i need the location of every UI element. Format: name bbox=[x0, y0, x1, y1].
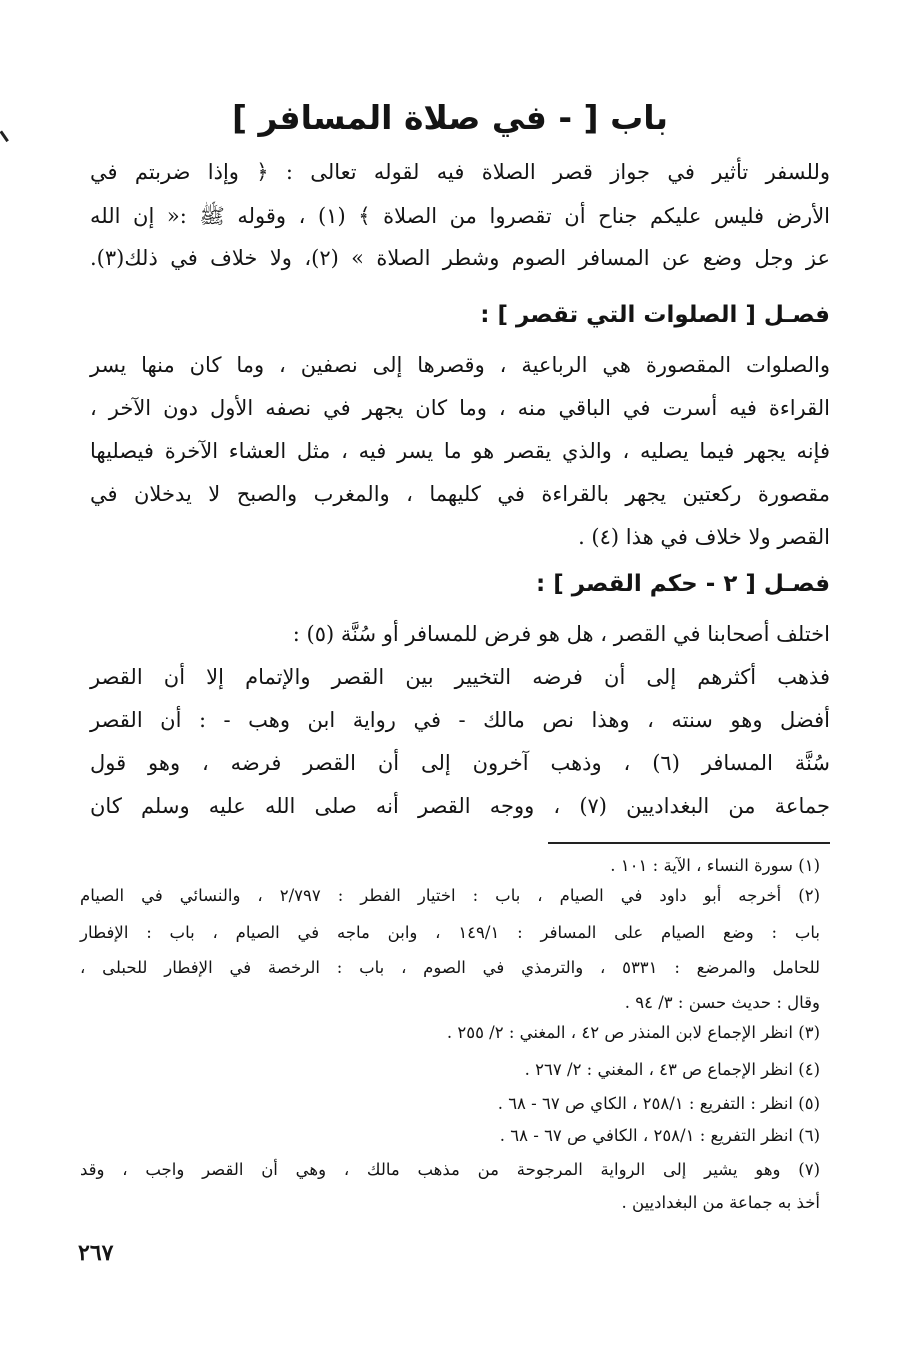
paragraph-line: اختلف أصحابنا في القصر ، هل هو فرض للمسافر أو سُنَّة (٥) : bbox=[292, 622, 830, 646]
footnote: (١) سورة النساء ، الآية : ١٠١ . bbox=[610, 856, 820, 875]
paragraph-line: والصلوات المقصورة هي الرباعية ، وقصرها إلى نصفين ، وما كان منها يسر bbox=[90, 353, 830, 377]
footnote: (٦) انظر التفريع : ٢٥٨/١ ، الكافي ص ٦٧ - ٦٨ . bbox=[499, 1126, 820, 1145]
paragraph-line: فإنه يجهر فيما يصليه ، والذي يقصر هو ما يسر فيه ، مثل العشاء الآخرة فيصليها bbox=[90, 439, 830, 463]
paragraph-line: مقصورة ركعتين يجهر بالقراءة في كليهما ، والمغرب والصبح لا يدخلان في bbox=[90, 482, 830, 506]
intro-line: الأرض فليس عليكم جناح أن تقصروا من الصلاة ﴾ (١) ، وقوله ﷺ :« إن الله bbox=[90, 204, 831, 228]
intro-line: وللسفر تأثير في جواز قصر الصلاة فيه لقوله تعالى : ﴿ وإذا ضربتم في bbox=[90, 160, 830, 184]
paragraph-line: القصر ولا خلاف في هذا (٤) . bbox=[578, 525, 830, 549]
section-heading: فصـل [ ٢ - حكم القصر ] : bbox=[535, 571, 830, 597]
paragraph-line: جماعة من البغداديين (٧) ، ووجه القصر أنه صلى الله عليه وسلم كان bbox=[90, 794, 830, 818]
footnote: (٢) أخرجه أبو داود في الصيام ، باب : اختيار الفطر : ٢/٧٩٧ ، والنسائي في الصيام bbox=[80, 886, 820, 905]
margin-mark bbox=[0, 126, 15, 142]
paragraph-line: فذهب أكثرهم إلى أن فرضه التخيير بين القصر والإتمام إلا أن القصر bbox=[90, 665, 830, 689]
section-heading: فصـل [ الصلوات التي تقصر ] : bbox=[480, 302, 830, 328]
footnote: (٧) وهو يشير إلى الرواية المرجوحة من مذهب مالك ، وهي أن القصر واجب ، وقد bbox=[80, 1160, 820, 1179]
footnote: (٤) انظر الإجماع ص ٤٣ ، المغني : ٢/ ٢٦٧ . bbox=[524, 1060, 820, 1079]
footnote: (٥) انظر : التفريع : ٢٥٨/١ ، الكاي ص ٦٧ - ٦٨ . bbox=[497, 1094, 820, 1113]
intro-line: عز وجل وضع عن المسافر الصوم وشطر الصلاة » (٢)، ولا خلاف في ذلك(٣). bbox=[90, 246, 830, 270]
footnote: (٣) انظر الإجماع لابن المنذر ص ٤٢ ، المغني : ٢/ ٢٥٥ . bbox=[446, 1023, 820, 1042]
paragraph-line: القراءة فيه أسرت في الباقي منه ، وما كان يجهر في نصفه الأول دون الآخر ، bbox=[90, 396, 830, 420]
footnote: أخذ به جماعة من البغداديين . bbox=[621, 1193, 820, 1212]
page-number: ٢٦٧ bbox=[78, 1240, 114, 1266]
footnote-separator bbox=[548, 842, 830, 844]
footnote: للحامل والمرضع : ٥٣٣١ ، والترمذي في الصوم ، باب : الرخصة في الإفطار للحبلى ، bbox=[80, 958, 820, 977]
paragraph-line: أفضل وهو سنته ، وهذا نص مالك - في رواية ابن وهب - : أن القصر bbox=[90, 708, 830, 732]
paragraph-line: سُنَّة المسافر (٦) ، وذهب آخرون إلى أن القصر فرضه ، وهو قول bbox=[90, 751, 830, 775]
footnote: وقال : حديث حسن : ٣/ ٩٤ . bbox=[624, 993, 820, 1012]
chapter-title: باب [ - في صلاة المسافر ] bbox=[231, 98, 669, 137]
footnote: باب : وضع الصيام على المسافر : ١٤٩/١ ، وابن ماجه في الصيام ، باب : الإفطار bbox=[80, 923, 820, 942]
